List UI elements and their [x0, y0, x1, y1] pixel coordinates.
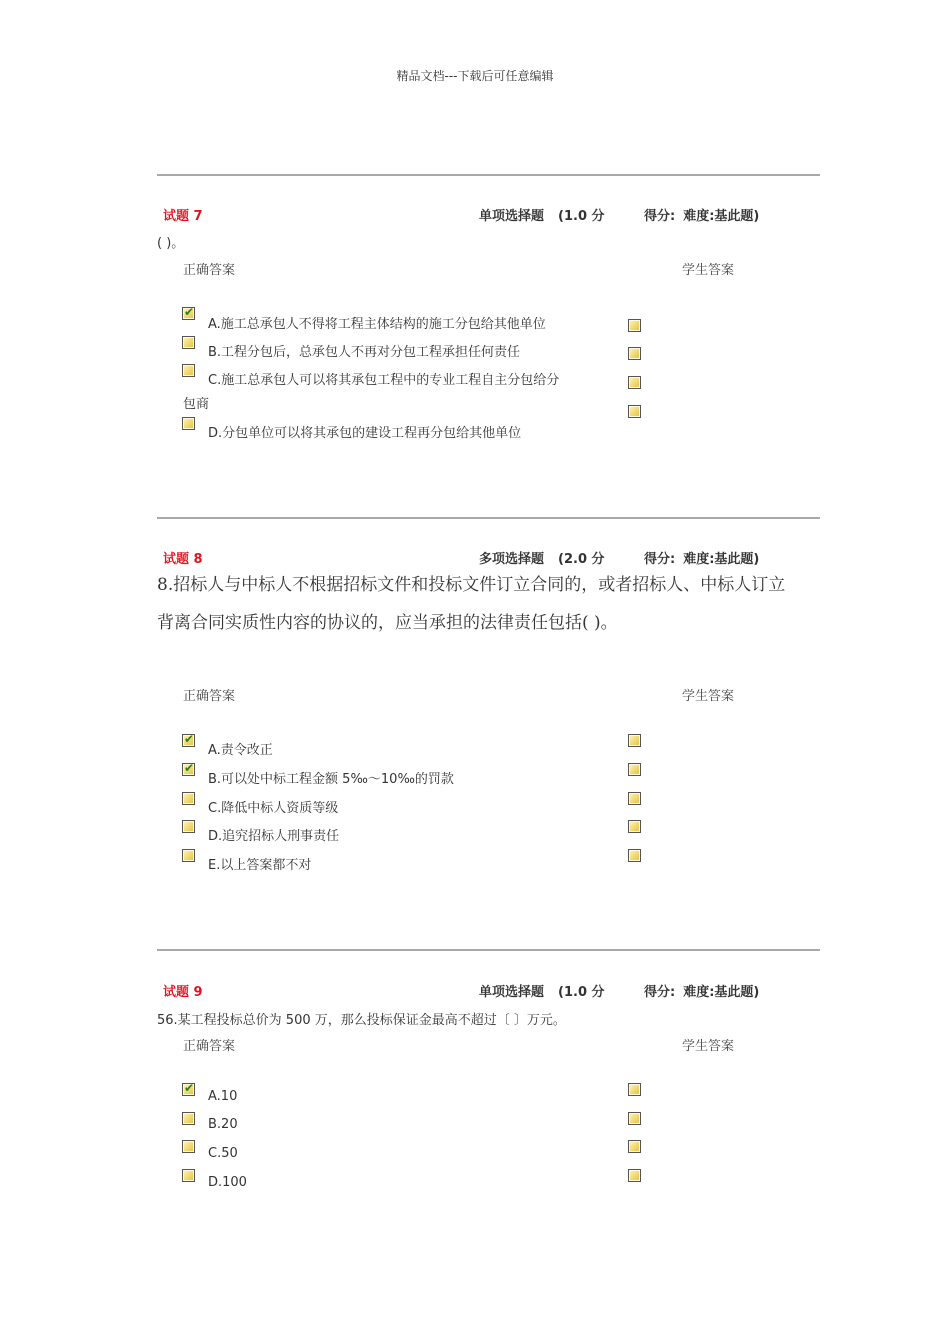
option-a-text: A.施工总承包人不得将工程主体结构的施工分包给其他单位	[208, 317, 546, 332]
student-answer-label: 学生答案	[682, 689, 735, 704]
question-type: 多项选择题	[479, 552, 545, 567]
student-checkbox-d[interactable]	[628, 405, 641, 418]
question-stem: 8.招标人与中标人不根据招标文件和投标文件订立合同的，或者招标人、中标人订立背离合同实质性内容的协议的，应当承担的法律责任包括( )。	[157, 575, 786, 633]
question-points: (1.0 分	[558, 209, 605, 224]
question-9	[157, 949, 820, 1209]
question-meta	[479, 205, 759, 224]
correct-checkbox-c	[182, 792, 195, 805]
difficulty-label: 难度:基此题)	[683, 552, 760, 567]
student-checkbox-c[interactable]	[628, 376, 641, 389]
student-checkbox-b[interactable]	[628, 347, 641, 360]
student-checkbox-c[interactable]	[628, 1140, 641, 1153]
option-c-text: C.降低中标人资质等级	[208, 801, 339, 816]
check-icon: ✔	[184, 1081, 195, 1095]
correct-checkbox-a	[182, 307, 195, 320]
question-type: 单项选择题	[479, 209, 545, 224]
question-points: (2.0 分	[558, 552, 605, 567]
student-checkbox-d[interactable]	[628, 1169, 641, 1182]
student-checkbox-a[interactable]	[628, 1083, 641, 1096]
question-meta	[479, 981, 759, 1000]
option-e-text: E.以上答案都不对	[208, 858, 312, 873]
option-b-text: B.20	[208, 1117, 238, 1132]
score-label: 得分:	[644, 985, 676, 1000]
option-c-text-wrap: 包商	[183, 397, 210, 412]
student-checkbox-c[interactable]	[628, 792, 641, 805]
student-checkbox-a[interactable]	[628, 319, 641, 332]
difficulty-label: 难度:基此题)	[683, 985, 760, 1000]
option-d-text: D.100	[208, 1175, 247, 1190]
option-c-text: C.施工总承包人可以将其承包工程中的专业工程自主分包给分	[208, 373, 560, 388]
correct-checkbox-d	[182, 820, 195, 833]
option-b-text: B.可以处中标工程金额 5‰～10‰的罚款	[208, 772, 454, 787]
question-points: (1.0 分	[558, 985, 605, 1000]
student-answer-label: 学生答案	[682, 1039, 735, 1054]
score-label: 得分:	[644, 209, 676, 224]
question-stem: 56.某工程投标总价为 500 万，那么投标保证金最高不超过〔 〕万元。	[157, 1013, 566, 1028]
option-a-text: A.10	[208, 1089, 238, 1104]
student-checkbox-d[interactable]	[628, 820, 641, 833]
question-meta	[479, 548, 759, 567]
check-icon: ✔	[184, 732, 195, 746]
correct-checkbox-b	[182, 336, 195, 349]
check-icon: ✔	[184, 761, 195, 775]
divider	[157, 949, 820, 951]
student-answer-label: 学生答案	[682, 263, 735, 278]
option-d-text: D.分包单位可以将其承包的建设工程再分包给其他单位	[208, 426, 522, 441]
page-header: 精品文档---下载后可任意编辑	[396, 69, 554, 83]
correct-checkbox-d	[182, 1169, 195, 1182]
correct-checkbox-c	[182, 1140, 195, 1153]
question-type: 单项选择题	[479, 985, 545, 1000]
question-title: 试题 7	[163, 209, 203, 224]
question-stem: ( )。	[157, 236, 185, 251]
difficulty-label: 难度:基此题)	[683, 209, 760, 224]
option-c-text: C.50	[208, 1146, 238, 1161]
correct-checkbox-b	[182, 763, 195, 776]
correct-checkbox-a	[182, 1083, 195, 1096]
correct-checkbox-a	[182, 734, 195, 747]
student-checkbox-b[interactable]	[628, 763, 641, 776]
option-d-text: D.追究招标人刑事责任	[208, 829, 340, 844]
score-label: 得分:	[644, 552, 676, 567]
question-title: 试题 8	[163, 552, 203, 567]
question-7	[157, 174, 820, 454]
check-icon: ✔	[184, 305, 195, 319]
student-checkbox-b[interactable]	[628, 1112, 641, 1125]
correct-answer-label: 正确答案	[183, 1039, 236, 1054]
question-title: 试题 9	[163, 985, 203, 1000]
option-a-text: A.责令改正	[208, 743, 273, 758]
correct-checkbox-b	[182, 1112, 195, 1125]
correct-checkbox-d	[182, 417, 195, 430]
divider	[157, 517, 820, 519]
student-checkbox-a[interactable]	[628, 734, 641, 747]
correct-answer-label: 正确答案	[183, 263, 236, 278]
correct-checkbox-c	[182, 364, 195, 377]
correct-checkbox-e	[182, 849, 195, 862]
option-b-text: B.工程分包后，总承包人不再对分包工程承担任何责任	[208, 345, 521, 360]
correct-answer-label: 正确答案	[183, 689, 236, 704]
divider	[157, 174, 820, 176]
question-8	[157, 517, 820, 887]
student-checkbox-e[interactable]	[628, 849, 641, 862]
